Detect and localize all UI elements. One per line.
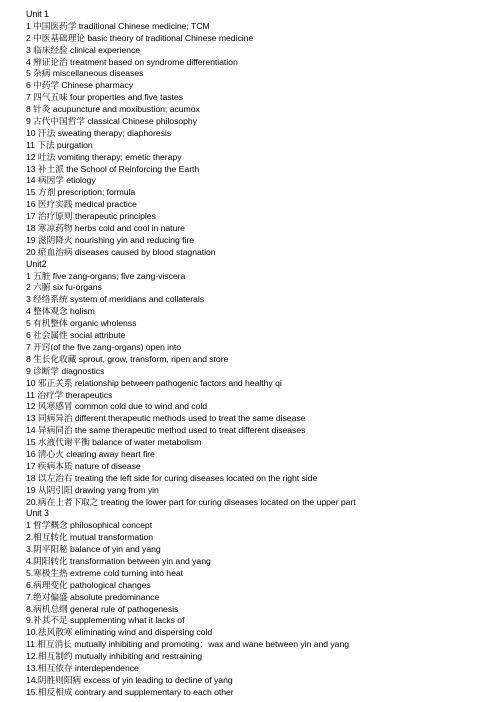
glossary-entry: 15.相反相成 contrary and supplementary to each other — [26, 686, 234, 697]
glossary-entry: 4 整体观念 holism — [26, 306, 95, 317]
glossary-entry: 6.病理变化 pathological changes — [26, 579, 151, 590]
glossary-text — [26, 9, 488, 699]
glossary-entry: 18 寒凉药物 herbs cold and cool in nature — [26, 223, 185, 234]
glossary-entry: 11 下法 purgation — [26, 139, 93, 150]
glossary-entry: 4.阴阳转化 transformation between yin and yang — [26, 555, 211, 566]
glossary-entry: 12.相互制约 mutually inhibiting and restraining — [26, 651, 203, 662]
glossary-entry: 10 邪正关系 relationship between pathogenic factors and healthy qi — [26, 377, 282, 388]
glossary-entry: 9 诊断学 diagnostics — [26, 365, 105, 376]
glossary-entry: 9 古代中国哲学 classical Chinese philosophy — [26, 116, 198, 127]
unit-heading: Unit 3 — [26, 508, 49, 519]
glossary-entry: 1 五脏 five zang-organs; five zang-viscera — [26, 270, 186, 281]
glossary-entry: 1 中国医药学 traditional Chinese medicine; TCM — [26, 20, 210, 31]
glossary-entry: 10 汗法 sweating therapy; diaphoresis — [26, 127, 172, 138]
glossary-entry: 11.相互消长 mutually inhibiting and promoting；wax and wane between yin and yang — [26, 639, 350, 650]
glossary-entry: 19 从阴引阳 drawing yang from yin — [26, 484, 159, 495]
unit-heading: Unit2 — [26, 258, 47, 269]
glossary-entry: 17 疾病本质 nature of disease — [26, 460, 141, 471]
glossary-entry: 3 临床经验 clinical experience — [26, 44, 141, 55]
glossary-entry: 14 病因学 etiology — [26, 175, 96, 186]
glossary-entry: 5.寒极生热 extreme cold turning into heat — [26, 567, 184, 578]
glossary-entry: 7 四气五味 four properties and five tastes — [26, 92, 183, 103]
glossary-entry: 12 风寒感冒 common cold due to wind and cold — [26, 401, 208, 412]
glossary-entry: 11 治疗学 therapeutics — [26, 389, 113, 400]
glossary-entry: 6 中药学 Chinese pharmacy — [26, 80, 134, 91]
glossary-entry: 6 社会属性 social attribute — [26, 330, 126, 341]
glossary-entry: 5 有机整体 organic wholenss — [26, 318, 137, 329]
glossary-entry: 9.补其不足 supplementing what it lacks of — [26, 615, 185, 626]
glossary-entry: 17 治疗原则 therapeutic principles — [26, 211, 156, 222]
glossary-entry: 16 医疗实践 medical practice — [26, 199, 137, 210]
glossary-entry: 7.绝对偏盛 absolute predominance — [26, 591, 160, 602]
glossary-entry: 8 针灸 acupuncture and moxibustion; acumox — [26, 104, 200, 115]
glossary-entry: 18 以左治右 treating the left side for curing diseases located on the right side — [26, 472, 318, 483]
glossary-entry: 15 方剂 prescription; formula — [26, 187, 136, 198]
glossary-entry: 2.相互转化 mutual transformation — [26, 532, 154, 543]
glossary-entry: 14.阴胜则阳病 excess of yin leading to decline of yang — [26, 674, 233, 685]
glossary-entry: 1 哲学概念 philosophical concept — [26, 520, 153, 531]
glossary-entry: 8.病机总纲 general rule of pathogenesis — [26, 603, 179, 614]
glossary-entry: 19 滋阴降火 nourishing yin and reducing fire — [26, 234, 194, 245]
glossary-entry: 2 中医基础理论 basic theory of traditional Chinese medicine — [26, 32, 254, 43]
glossary-entry: 15 水液代谢平衡 balance of water metabolism — [26, 437, 202, 448]
glossary-entry: 16 清心火 clearing away heart fire — [26, 448, 155, 459]
glossary-entry: 7 开窍(of the five zang-organs) open into — [26, 341, 181, 352]
glossary-entry: 8 生长化收藏 sprout, grow, transform, ripen and store — [26, 353, 229, 364]
glossary-entry: 12 吐法 vomiting therapy; emetic therapy — [26, 151, 182, 162]
glossary-entry: 3 经络系统 system of meridians and collaterals — [26, 294, 204, 305]
glossary-entry: 13 补土派 the School of Reinforcing the Earth — [26, 163, 200, 174]
glossary-entry: 13.相互依存 interdependence — [26, 662, 139, 673]
glossary-entry: 3.阴平阳秘 balance of yin and yang — [26, 544, 161, 555]
glossary-entry: 10.祛风散寒 eliminating wind and dispersing cold — [26, 627, 213, 638]
glossary-entry: 20 瘀血治病 diseases caused by blood stagnation — [26, 246, 216, 257]
unit-heading: Unit 1 — [26, 9, 49, 19]
glossary-entry: 20.病在上者下取之 treating the lower part for curing diseases located on the upper part — [26, 496, 356, 507]
glossary-entry: 13 同病异治 different therapeutic methods used to treat the same disease — [26, 413, 306, 424]
glossary-entry: 4 辨证论治 treatment based on syndrome differentiation — [26, 56, 238, 67]
glossary-entry: 14 异病同治 the same therapeutic method used to treat different diseases — [26, 425, 306, 436]
glossary-entry: 5 杂病 miscellaneous diseases — [26, 68, 144, 79]
glossary-entry: 2 六腑 six fu-organs — [26, 282, 102, 293]
